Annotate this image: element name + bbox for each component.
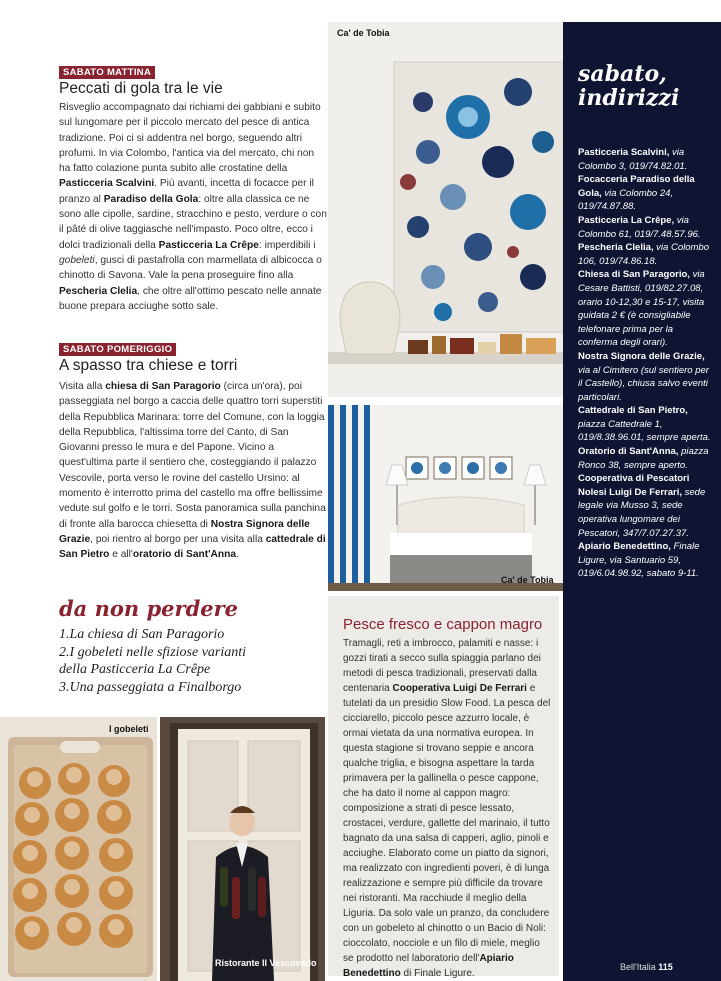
bedroom-illustration [328, 405, 563, 591]
ca-de-tobia-plates-photo [328, 22, 563, 397]
body-text-run: : oltre alla classica ce ne sono alle cipolle, sardine, stracchino e pesto, verdure o con il pâté di olive taggiasche nell'impasto. Poco oltre, ecco i dolci tradizionali della [59, 193, 327, 251]
photo-caption-top: Ca' de Tobia [337, 28, 390, 38]
sidebar-entry-name: Pasticceria La Crêpe, [578, 214, 677, 226]
bold-text: chiesa di San Paragorio [105, 381, 221, 392]
section-title-pomeriggio: A spasso tra chiese e torri [59, 357, 238, 374]
section-tag-mattina: SABATO MATTINA [59, 66, 155, 79]
photo-caption-gobeleti: I gobeleti [109, 724, 149, 734]
body-text-run: Tramagli, reti a imbrocco, palamiti e nasse: i gozzi tirati a secco sulla spiaggia parlano dei metodi di pesca tradizionali, preservati dalla centenaria [343, 638, 541, 694]
sidebar-title-line2: indirizzi [578, 85, 680, 111]
body-text-run: e tutelati da un presidio Slow Food. La pesca del cicciarello, piccolo pesce azzurro locale, è ormai vietata da una normativa europea. In questa stagione si trovano seppie e ancora qualche triglia, e bisogna aspettare la tarda primavera per la gallinella o pesce cappone, che ha dato il nome al cappon magro: composizione a strati di pesce lessato, crostacei, verdure, gallette del marinaio, il tutto bagnato da una salsa di capperi, aglio, pinoli e acciughe. Elaborato come un piatto da signori, ma realizzato con ingredienti poveri, è di lunga realizzazione e sempre più difficile da trovare nei ristoranti. Ma racchiude il meglio della Liguria. Da solo vale un pranzo, da concludere con un gobeleto al chinotto o un Bacio di Noli: cioccolato, nocciole e un filo di miele, meglio se prodotto nel laboratorio dell' [343, 683, 551, 964]
bold-text: Pasticceria La Crêpe [158, 239, 259, 251]
sidebar-entry [578, 214, 713, 241]
sidebar-entry [578, 540, 713, 581]
page-number: 115 [658, 962, 673, 972]
bold-text: cattedrale di San Pietro [59, 533, 326, 561]
plates-illustration [328, 22, 563, 397]
sidebar-entry-address: via Colombo 3, 019/74.82.01. [578, 147, 688, 172]
sidebar-entry-address: via Colombo 61, 019/7.48.57.96. [578, 214, 701, 240]
ca-de-tobia-bedroom-photo [328, 405, 563, 591]
bold-text: Apiario Benedettino [343, 953, 514, 979]
gobeleti-illustration [0, 717, 157, 981]
bold-text: Pescheria Clelia [59, 285, 138, 297]
vescovado-photo [160, 717, 325, 981]
photo-caption-vescovado: Ristorante Il Vescovado [215, 958, 317, 968]
sidebar-entry-name: Nostra Signora delle Grazie, [578, 350, 705, 362]
bold-text: Pasticceria Scalvini [59, 178, 155, 190]
sidebar-entry [578, 146, 713, 173]
sidebar-entry-address: sede legale via Musso 3, sede operativa lungomare dei Pescatori, 347/7.07.27.37. [578, 486, 706, 539]
sidebar-entry-address: piazza Cattedrale 1, 019/8.38.96.01, sempre aperta. [578, 418, 711, 444]
italic-text: gobeleti [59, 254, 95, 266]
magazine-name: Bell'Italia [620, 962, 656, 972]
sidebar-entry [578, 268, 713, 350]
gobeleti-photo [0, 717, 157, 981]
body-text-run: , poi rientro al borgo per una visita alla [90, 533, 266, 545]
vescovado-illustration [160, 717, 325, 981]
sidebar-entry-address: via Colombo 24, 019/74.87.88. [578, 187, 674, 213]
page-footer [620, 962, 673, 972]
body-text-run: Visita alla [59, 381, 106, 392]
section-body-mattina [59, 100, 327, 314]
body-text-run: (circa un'ora), poi passeggiata nel borgo a caccia delle quattro torri superstiti della Repubblica Marinara: torre del Comune, con la loggia della Repubblica, l'altissima torre del Canto, di San Giovanni presso le mura e del Papone. Vicino a quest'ultima parte il sentiero che, costeggiando il palazzo Vescovile, porta verso le rovine del castello Ursino: al momento è interrotto prima del castello ma offre bellissime vedute sul golfo e le torri. Sosta panoramica sulla panchina di fronte alla barocca chiesetta di [59, 381, 326, 530]
body-text-run: : imperdibili i [258, 239, 316, 251]
sidebar-entry-name: Oratorio di Sant'Anna, [578, 446, 682, 458]
bold-text: Cooperativa Luigi De Ferrari [392, 683, 527, 694]
sidebar-entry [578, 472, 713, 540]
sidebar-entry [578, 445, 713, 472]
sidebar-entry-name: Focacceria Paradiso della Gola, [578, 174, 695, 199]
body-text-run: e all' [109, 549, 133, 561]
list-item: 1.La chiesa di San Paragorio [59, 627, 225, 642]
sidebar-entry-address: Finale Ligure, via Santuario 59, 019/6.04.98.92, sabato 9-11. [578, 541, 700, 580]
sidebar-address-list [578, 146, 713, 581]
section-tag-pomeriggio: SABATO POMERIGGIO [59, 343, 176, 356]
sidebar-entry [578, 173, 713, 214]
pesce-title: Pesce fresco e cappon magro [343, 616, 543, 633]
sidebar-title-line1: sabato, [578, 61, 667, 87]
sidebar-entry-name: Cattedrale di San Pietro, [578, 405, 688, 417]
sidebar-entry-name: Pescheria Clelia, [578, 242, 657, 254]
da-non-perdere-title: da non perdere [59, 596, 239, 621]
sidebar-entry [578, 241, 713, 268]
sidebar-entry-name: Cooperativa di Pescatori Nolesi Luigi De Ferrari, [578, 473, 690, 498]
sidebar-entry-address: via al Cimitero (sul sentiero per il Castello), chiusa salvo eventi particolari. [578, 364, 709, 403]
sidebar-entry [578, 350, 713, 404]
sidebar-title [578, 62, 679, 110]
sidebar-entry-name: Chiesa di San Paragorio, [578, 269, 693, 281]
body-text-run: . [236, 549, 239, 561]
da-non-perdere-list [59, 626, 274, 696]
bold-text: Nostra Signora delle Grazie [59, 518, 310, 545]
body-text-run: . Più avanti, incetta di focacce per il pranzo al [59, 178, 314, 205]
sidebar-entry [578, 404, 713, 445]
list-item: 2.I gobeleti nelle sfiziose varianti della Pasticceria La Crêpe [59, 644, 247, 677]
body-text-run: di Finale Ligure. [400, 968, 475, 979]
section-title-mattina: Peccati di gola tra le vie [59, 80, 223, 97]
sidebar-entry-address: via Colombo 106, 019/74.86.18. [578, 242, 709, 267]
body-text-run: , gusci di pastafrolla con marmellata di albicocca o chinotto di Savona. Vale la pena proseguire fino alla [59, 254, 322, 282]
sidebar-entry-name: Pasticceria Scalvini, [578, 147, 673, 158]
list-item: 3.Una passeggiata a Finalborgo [59, 679, 242, 695]
sidebar-entry-address: piazza Ronco 38, sempre aperto. [578, 446, 709, 471]
body-text-run: , che oltre all'ottimo pescato nelle annate buone prepara acciughe sotto sale. [59, 285, 322, 312]
bold-text: Paradiso della Gola [103, 193, 199, 205]
sidebar-entry-address: via Cesare Battisti, 019/82.27.08, orario 10-12,30 e 15-17, visita guidata 2 € (è consigliabile telefonare prima per la conferma degli orari). [578, 269, 705, 349]
pesce-body [343, 636, 553, 981]
photo-caption-bedroom: Ca' de Tobia [501, 575, 554, 585]
section-body-pomeriggio [59, 379, 327, 563]
body-text-run: Risveglio accompagnato dai richiami dei gabbiani e subito sul lungomare per il piccolo mercato del pesce di antica tradizione. Poi ci si addentra nel borgo, seguendo altri profumi. In via Colombo, l'antica via del mercato, chi non ha fatto colazione punta subito alle crostatine della [59, 102, 321, 175]
sidebar-entry-name: Apiario Benedettino, [578, 541, 674, 553]
bold-text: oratorio di Sant'Anna [132, 549, 237, 561]
